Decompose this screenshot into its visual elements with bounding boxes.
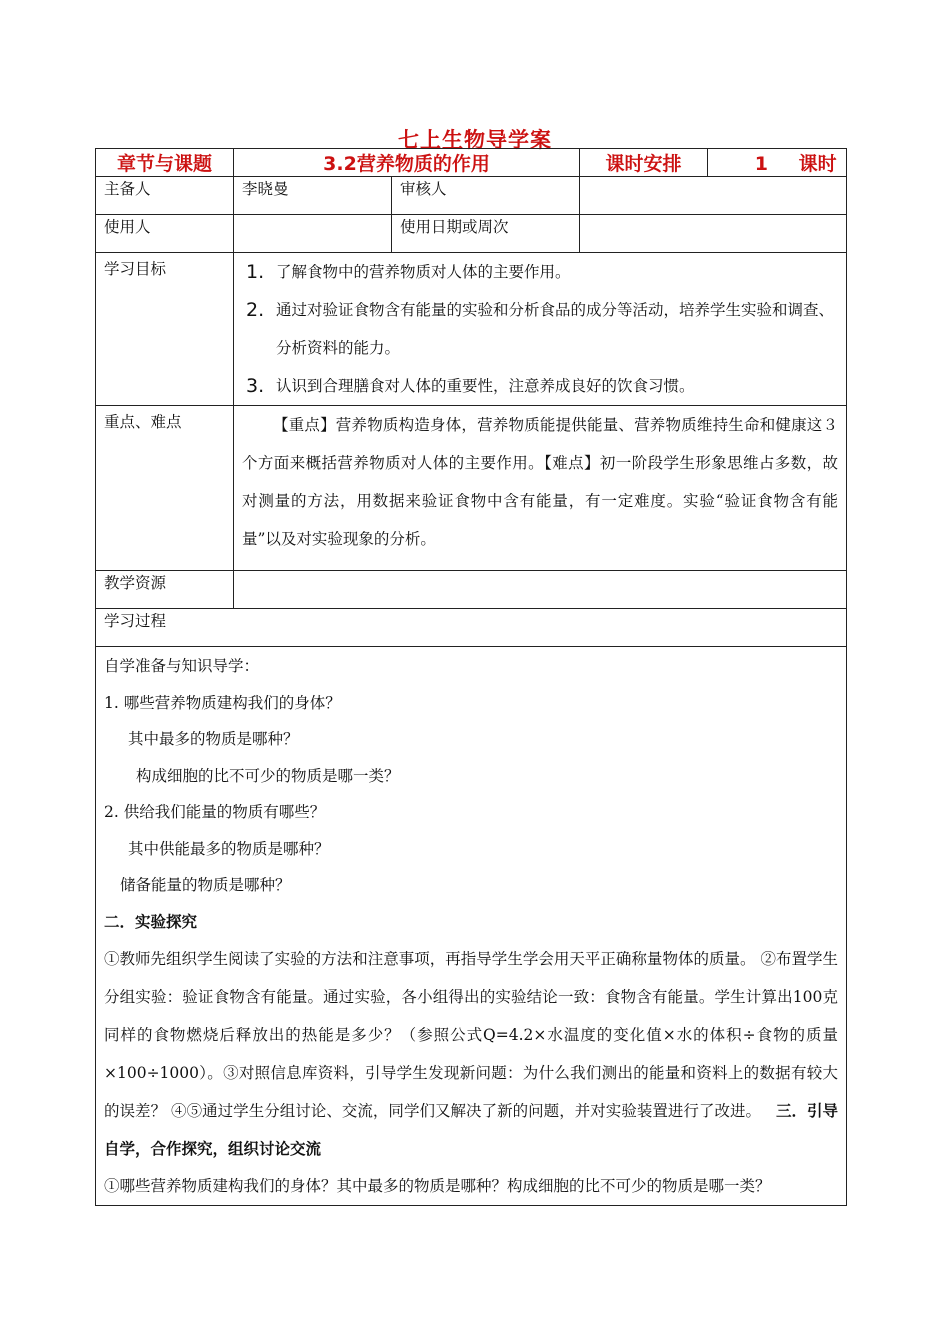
user-row xyxy=(96,215,847,253)
experiment-last-line: ①哪些营养物质建构我们的身体？其中最多的物质是哪种？构成细胞的比不可少的物质是哪一类？ xyxy=(104,1177,771,1195)
question-line: 储备能量的物质是哪种？ xyxy=(120,876,291,894)
key-points-cell xyxy=(234,406,847,571)
date-value xyxy=(580,215,847,253)
resources-value xyxy=(234,571,847,609)
key-points-label: 重点、难点 xyxy=(96,406,234,571)
question-line: 其中最多的物质是哪种？ xyxy=(128,730,299,748)
question-line: 2. 供给我们能量的物质有哪些？ xyxy=(104,803,326,821)
lesson-plan-table xyxy=(95,148,847,1206)
objectives-cell xyxy=(234,253,847,406)
schedule-label: 课时安排 xyxy=(580,149,708,177)
objectives-row xyxy=(96,253,847,406)
question-line: 其中供能最多的物质是哪种？ xyxy=(128,839,330,858)
date-label: 使用日期或周次 xyxy=(392,215,580,253)
preparer-row xyxy=(96,177,847,215)
document-title: 七上生物导学案 xyxy=(398,128,552,152)
key-points-text: 【重点】营养物质构造身体，营养物质能提供能量、营养物质维持生命和健康这３个方面来概括营养物质对人体的主要作用。【难点】初一阶段学生形象思维占多数，故对测量的方法，用数据来验证食物中含有能量，有一定难度。实验“验证食物含有能量”以及对实验现象的分析。 xyxy=(242,416,839,548)
experiment-text: ①教师先组织学生阅读了实验的方法和注意事项，再指导学生学会用天平正确称量物体的质量。 ②布置学生分组实验：验证食物含有能量。通过实验，各小组得出的实验结论一致：食物含有能量。学生计算出100克同样的食物燃烧后释放出的热能是多少？（参照公式Q=4.2×水温度的变化值×水的体积÷食物的质量×100÷1000）。③对照信息库资料，引导学生发现新问题：为什么我们测出的能量和资料上的数据有较大的误差？ ④⑤通过学生分组讨论、交流，同学们又解决了新的问题，并对实验装置进行了改进。 三．引导自学，合作探究，组织讨论交流 xyxy=(104,950,839,1158)
header-row xyxy=(96,149,847,177)
section-3-heading: 三．引导自学，合作探究，组织讨论交流 xyxy=(104,1101,839,1158)
reviewer-label: 审核人 xyxy=(392,177,580,215)
resources-label: 教学资源 xyxy=(96,571,234,609)
chapter-label: 章节与课题 xyxy=(96,149,234,177)
schedule-value xyxy=(708,149,847,177)
experiment-heading: 二．实验探究 xyxy=(104,911,198,931)
objective-item: 3. 认识到合理膳食对人体的重要性，注意养成良好的饮食习惯。 xyxy=(246,375,695,397)
process-row xyxy=(96,609,847,647)
schedule-count: 1 xyxy=(754,153,769,175)
objective-item: 2. 通过对验证食物含有能量的实验和分析食品的成分等活动，培养学生实验和调查、分析资料的能力。 xyxy=(246,299,835,357)
objective-item: 1. 了解食物中的营养物质对人体的主要作用。 xyxy=(246,261,571,283)
key-points-row xyxy=(96,406,847,571)
question-line: 1. 哪些营养物质建构我们的身体？ xyxy=(104,693,341,712)
process-body-row xyxy=(96,647,847,1206)
objectives-list xyxy=(242,253,838,405)
objectives-label: 学习目标 xyxy=(96,253,234,406)
user-value xyxy=(234,215,392,253)
user-label: 使用人 xyxy=(96,215,234,253)
schedule-unit: 课时 xyxy=(798,153,837,175)
question-line: 构成细胞的比不可少的物质是哪一类？ xyxy=(136,766,400,785)
reviewer-value xyxy=(580,177,847,215)
self-study-heading: 自学准备与知识导学： xyxy=(104,657,260,675)
preparer-value: 李晓曼 xyxy=(234,177,392,215)
resources-row xyxy=(96,571,847,609)
preparer-label: 主备人 xyxy=(96,177,234,215)
process-body xyxy=(96,647,847,1206)
chapter-value: 3.2营养物质的作用 xyxy=(234,149,580,177)
process-label: 学习过程 xyxy=(96,609,847,647)
